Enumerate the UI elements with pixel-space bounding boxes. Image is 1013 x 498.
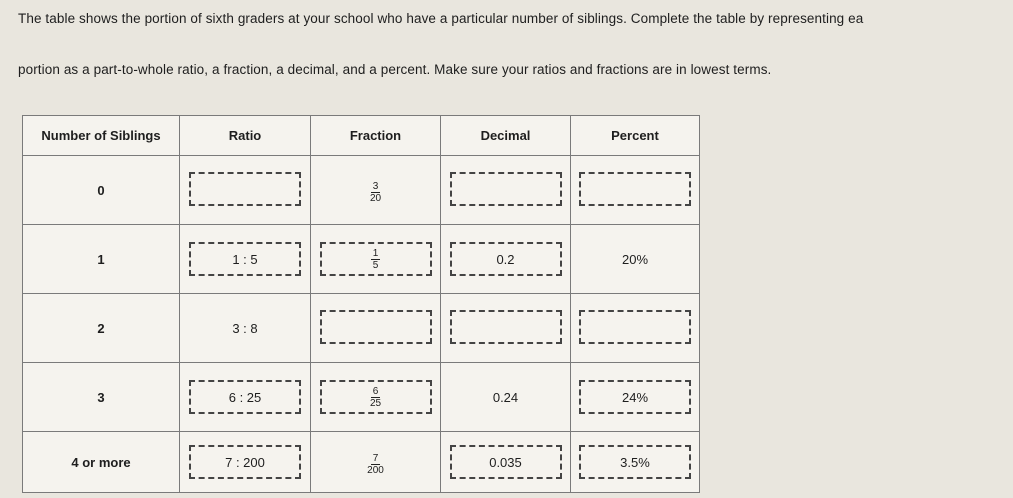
fraction-value: [365, 449, 386, 476]
percent-input-box[interactable]: 24%: [579, 380, 691, 414]
decimal-cell: [441, 363, 571, 432]
table-row: [23, 294, 700, 363]
percent-input-box[interactable]: 3.5%: [579, 445, 691, 479]
percent-input-box[interactable]: [579, 172, 691, 206]
ratio-input-box[interactable]: 7 : 200: [189, 445, 301, 479]
siblings-cell: 2: [23, 294, 180, 363]
fraction-value: [368, 177, 383, 204]
fraction-input-box[interactable]: [320, 310, 432, 344]
fraction-display: [365, 453, 386, 476]
decimal-input-box[interactable]: 0.035: [450, 445, 562, 479]
ratio-value: 3 : 8: [232, 320, 258, 336]
fraction-input-box[interactable]: [320, 242, 432, 276]
fraction-numerator: 3: [372, 180, 379, 192]
fraction-cell: [311, 225, 441, 294]
fraction-numerator: 6: [372, 385, 379, 397]
fraction-cell: [311, 363, 441, 432]
header-siblings: Number of Siblings: [23, 116, 180, 156]
decimal-input-box[interactable]: [450, 310, 562, 344]
fraction-denominator: 200: [367, 464, 384, 476]
fraction-display: [368, 181, 383, 204]
percent-cell: [571, 294, 700, 363]
siblings-cell: 0: [23, 156, 180, 225]
table-header-row: [23, 116, 700, 156]
decimal-input-box[interactable]: 0.2: [450, 242, 562, 276]
decimal-input-box[interactable]: [450, 172, 562, 206]
ratio-cell: [180, 225, 311, 294]
decimal-cell: [441, 156, 571, 225]
header-fraction: Fraction: [311, 116, 441, 156]
decimal-cell: [441, 294, 571, 363]
fraction-numerator: 7: [372, 452, 379, 464]
percent-value: 20%: [621, 251, 649, 267]
ratio-cell: [180, 432, 311, 493]
ratio-cell: [180, 294, 311, 363]
header-percent: Percent: [571, 116, 700, 156]
ratio-input-box[interactable]: 6 : 25: [189, 380, 301, 414]
fraction-input-box[interactable]: [320, 380, 432, 414]
ratio-input-box[interactable]: 1 : 5: [189, 242, 301, 276]
percent-input-box[interactable]: [579, 310, 691, 344]
percent-cell: [571, 432, 700, 493]
siblings-cell: 3: [23, 363, 180, 432]
instructions-line-2: portion as a part-to-whole ratio, a fraction, a decimal, and a percent. Make sure your ratios and fractions are in lowest terms.: [18, 62, 772, 77]
percent-cell: [571, 363, 700, 432]
fraction-display: [368, 386, 383, 409]
header-decimal: Decimal: [441, 116, 571, 156]
siblings-table: [22, 115, 700, 493]
percent-cell: [571, 156, 700, 225]
instructions-line-1: The table shows the portion of sixth graders at your school who have a particular number of siblings. Complete the table by representing ea: [18, 11, 864, 26]
siblings-cell: 4 or more: [23, 432, 180, 493]
decimal-cell: [441, 225, 571, 294]
percent-cell: [571, 225, 700, 294]
table-row: [23, 432, 700, 493]
fraction-numerator: 1: [372, 247, 379, 259]
fraction-cell: [311, 156, 441, 225]
fraction-cell: [311, 294, 441, 363]
table-row: [23, 156, 700, 225]
decimal-cell: [441, 432, 571, 493]
header-ratio: Ratio: [180, 116, 311, 156]
fraction-denominator: 25: [369, 397, 382, 409]
ratio-cell: [180, 156, 311, 225]
fraction-cell: [311, 432, 441, 493]
siblings-cell: 1: [23, 225, 180, 294]
fraction-denominator: 5: [372, 259, 379, 271]
table-row: [23, 225, 700, 294]
table-row: [23, 363, 700, 432]
decimal-value: 0.24: [492, 389, 519, 405]
ratio-cell: [180, 363, 311, 432]
ratio-input-box[interactable]: [189, 172, 301, 206]
fraction-display: [371, 248, 381, 271]
fraction-denominator: 20: [369, 192, 382, 204]
